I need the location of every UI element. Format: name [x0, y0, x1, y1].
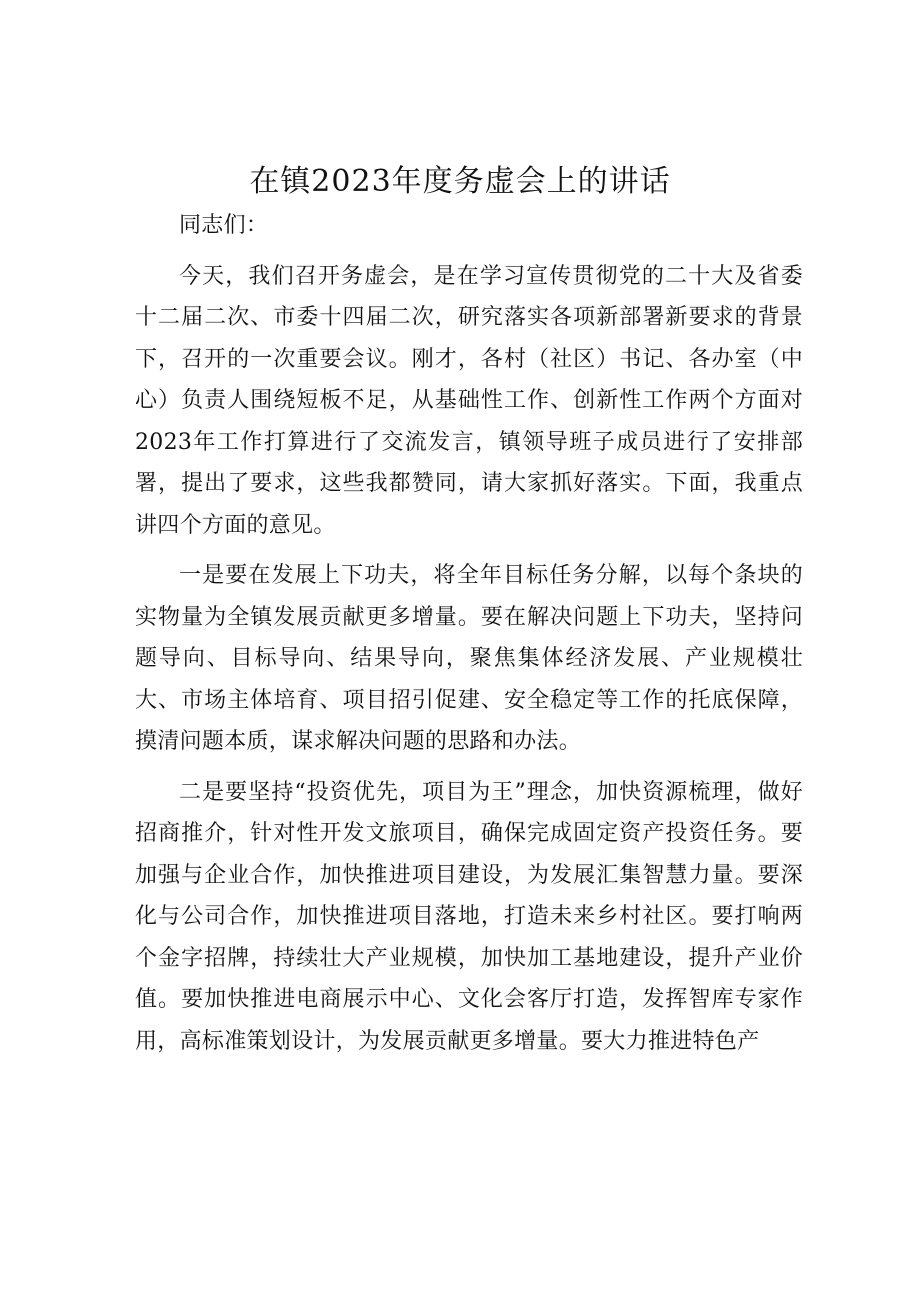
paragraph-point-one: 一是要在发展上下功夫，将全年目标任务分解，以每个条块的实物量为全镇发展贡献更多增量。要在解决问题上下功夫，坚持问题导向、目标导向、结果导向，聚焦集体经济发展、产业规模壮大、市场主体培育、项目招引促建、安全稳定等工作的托底保障，摸清问题本质，谋求解决问题的思路和办法。 — [135, 563, 803, 754]
document-title: 在镇2023年度务虚会上的讲话 — [249, 164, 671, 199]
paragraph-opening: 今天，我们召开务虚会，是在学习宣传贯彻党的二十大及省委十二届二次、市委十四届二次，研究落实各项新部署新要求的背景下，召开的一次重要会议。刚才，各村（社区）书记、各办室（中心）负责人围绕短板不足，从基础性工作、创新性工作两个方面对2023年工作打算进行了交流发言，镇领导班子成员进行了安排部署，提出了要求，这些我都赞同，请大家抓好落实。下面，我重点讲四个方面的意见。 — [135, 263, 803, 538]
paragraph-point-two: 二是要坚持“投资优先，项目为王”理念，加快资源梳理，做好招商推介，针对性开发文旅项目，确保完成固定资产投资任务。要加强与企业合作，加快推进项目建设，为发展汇集智慧力量。要深化与公司合作，加快推进项目落地，打造未来乡村社区。要打响两个金字招牌，持续壮大产业规模，加快加工基地建设，提升产业价值。要加快推进电商展示中心、文化会客厅打造，发挥智库专家作用，高标准策划设计，为发展贡献更多增量。要大力推进特色产 — [135, 779, 803, 1054]
salutation: 同志们： — [179, 213, 269, 238]
document-body — [135, 205, 803, 1071]
